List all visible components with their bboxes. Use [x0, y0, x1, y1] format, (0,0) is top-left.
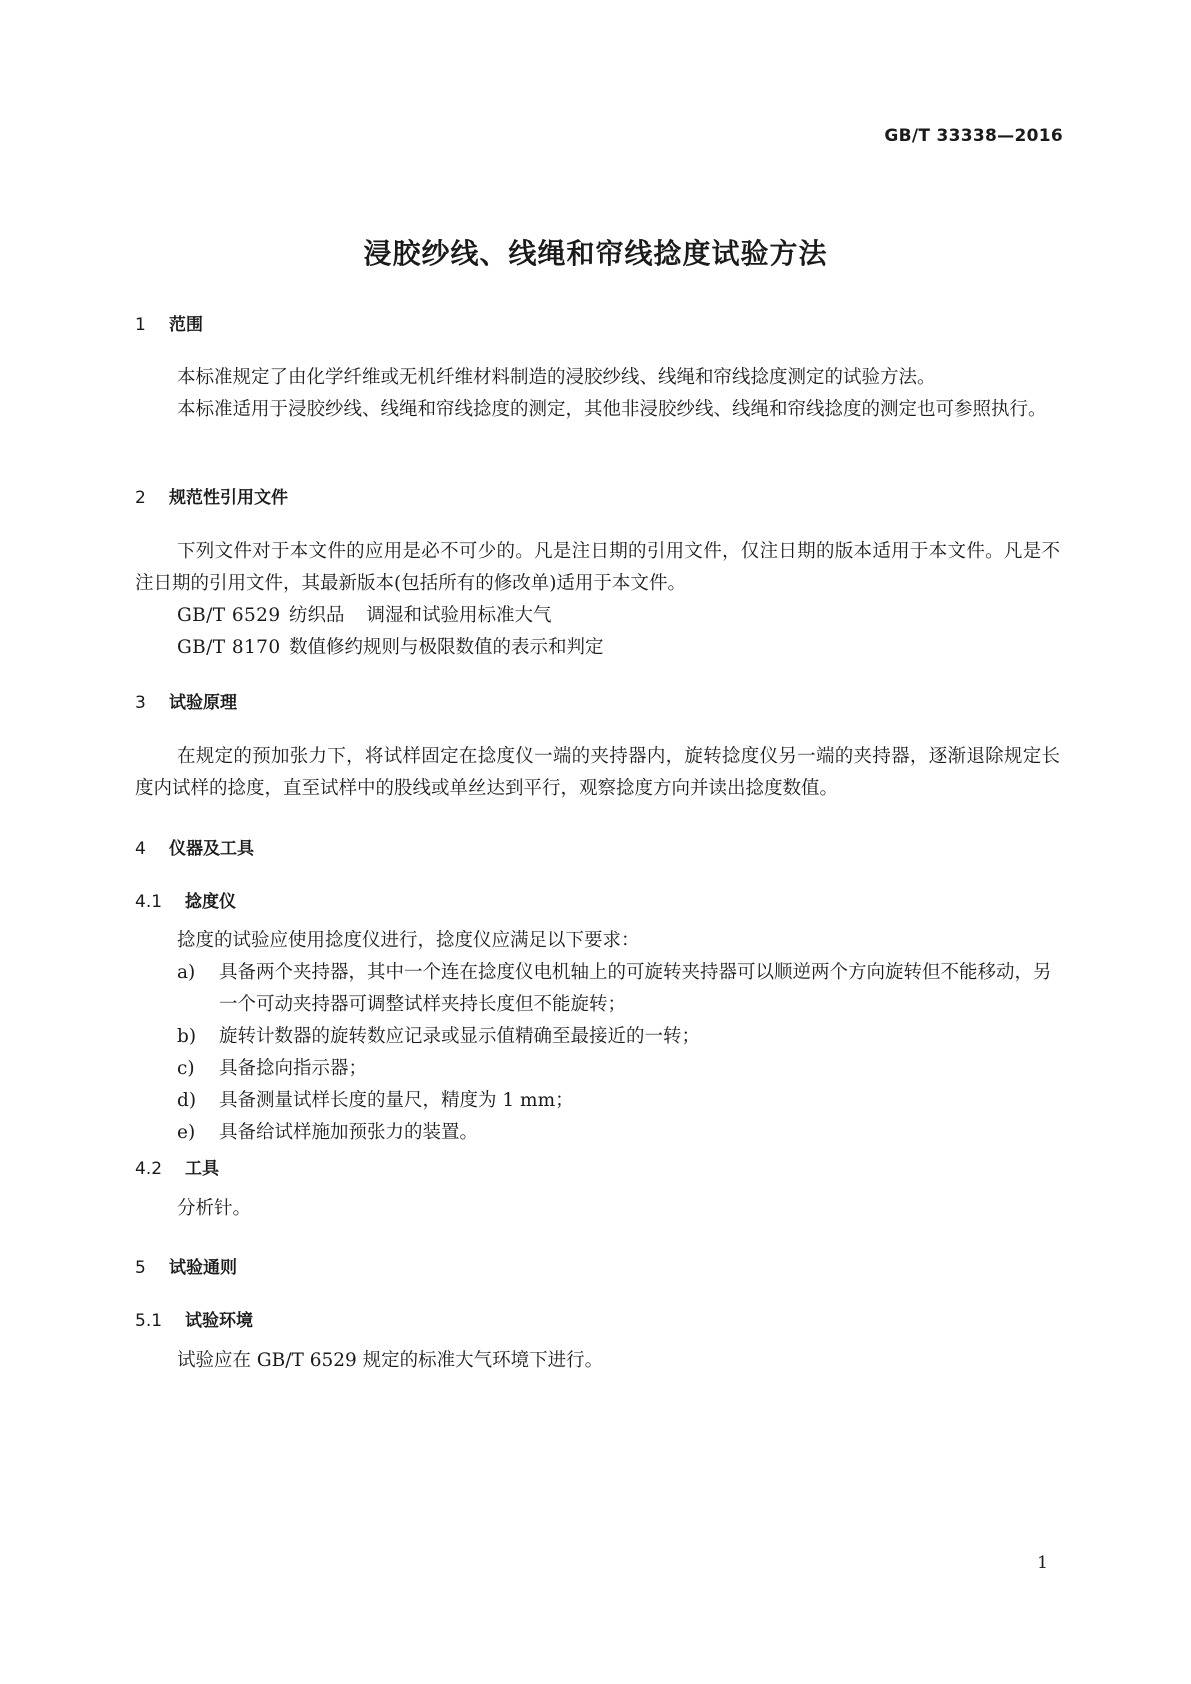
section-title: 试验通则: [169, 1258, 237, 1278]
subsection-4-1-heading: [135, 887, 236, 912]
list-text: 具备捻向指示器；: [219, 1058, 368, 1079]
subsection-4-2-heading: [135, 1154, 219, 1179]
reference-code: GB/T 6529: [177, 605, 281, 626]
section-number: 3: [135, 693, 146, 713]
document-title: 浸胶纱线、线绳和帘线捻度试验方法: [363, 237, 828, 270]
list-text: 具备测量试样长度的量尺，精度为 1 mm；: [219, 1090, 574, 1111]
section-number: 4.2: [135, 1159, 163, 1179]
paragraph: 下列文件对于本文件的应用是必不可少的。凡是注日期的引用文件，仅注日期的版本适用于本文件。凡是不注日期的引用文件，其最新版本(包括所有的修改单)适用于本文件。: [135, 541, 1060, 594]
section-number: 5.1: [135, 1311, 163, 1331]
section-number: 4: [135, 839, 146, 859]
list-text: 具备给试样施加预张力的装置。: [219, 1122, 479, 1143]
section-number: 4.1: [135, 892, 163, 912]
subsection-5-1-heading: [135, 1306, 253, 1331]
section-3-heading: [135, 688, 237, 713]
section-title: 试验环境: [185, 1311, 253, 1331]
list-text: 旋转计数器的旋转数应记录或显示值精确至最接近的一转；: [219, 1026, 701, 1047]
list-label: b): [177, 1026, 197, 1047]
list-item: [177, 1021, 1060, 1053]
list-label: c): [177, 1058, 195, 1079]
reference-item: [177, 632, 604, 664]
section-number: 2: [135, 488, 146, 508]
section-5-heading: [135, 1253, 237, 1278]
section-2-heading: [135, 483, 288, 508]
section-title: 仪器及工具: [169, 839, 254, 859]
list-item: [177, 1085, 1060, 1117]
standard-code: GB/T 33338—2016: [884, 126, 1063, 146]
list-item: [177, 957, 1060, 1021]
paragraph: 分析针。: [177, 1198, 252, 1219]
reference-name: 纺织品: [289, 605, 345, 626]
section-title: 范围: [169, 315, 203, 335]
reference-name: 数值修约规则与极限数值的表示和判定: [289, 637, 604, 658]
page-number: 1: [1037, 1553, 1048, 1573]
section-title: 工具: [185, 1159, 219, 1179]
paragraph: 在规定的预加张力下，将试样固定在捻度仪一端的夹持器内，旋转捻度仪另一端的夹持器，逐渐退除规定长度内试样的捻度，直至试样中的股线或单丝达到平行，观察捻度方向并读出捻度数值。: [135, 746, 1060, 799]
list-item: [177, 1117, 1060, 1149]
reference-name: 调湿和试验用标准大气: [366, 605, 552, 626]
paragraph: 本标准规定了由化学纤维或无机纤维材料制造的浸胶纱线、线绳和帘线捻度测定的试验方法。: [177, 367, 936, 388]
section-4-heading: [135, 834, 254, 859]
section-title: 试验原理: [169, 693, 237, 713]
list-text: 具备两个夹持器，其中一个连在捻度仪电机轴上的可旋转夹持器可以顺逆两个方向旋转但不能移动，另一个可动夹持器可调整试样夹持长度但不能旋转；: [219, 962, 1052, 1015]
section-title: 规范性引用文件: [169, 488, 288, 508]
paragraph: 本标准适用于浸胶纱线、线绳和帘线捻度的测定，其他非浸胶纱线、线绳和帘线捻度的测定也可参照执行。: [177, 399, 1047, 420]
list-label: d): [177, 1090, 197, 1111]
reference-item: [177, 600, 552, 632]
paragraph: 捻度的试验应使用捻度仪进行，捻度仪应满足以下要求：: [177, 930, 640, 951]
list-label: a): [177, 962, 196, 983]
section-title: 捻度仪: [185, 892, 236, 912]
paragraph: 试验应在 GB/T 6529 规定的标准大气环境下进行。: [177, 1350, 604, 1371]
list-label: e): [177, 1122, 196, 1143]
list-item: [177, 1053, 1060, 1085]
section-1-heading: [135, 310, 203, 335]
section-number: 1: [135, 315, 146, 335]
section-number: 5: [135, 1258, 146, 1278]
reference-code: GB/T 8170: [177, 637, 281, 658]
